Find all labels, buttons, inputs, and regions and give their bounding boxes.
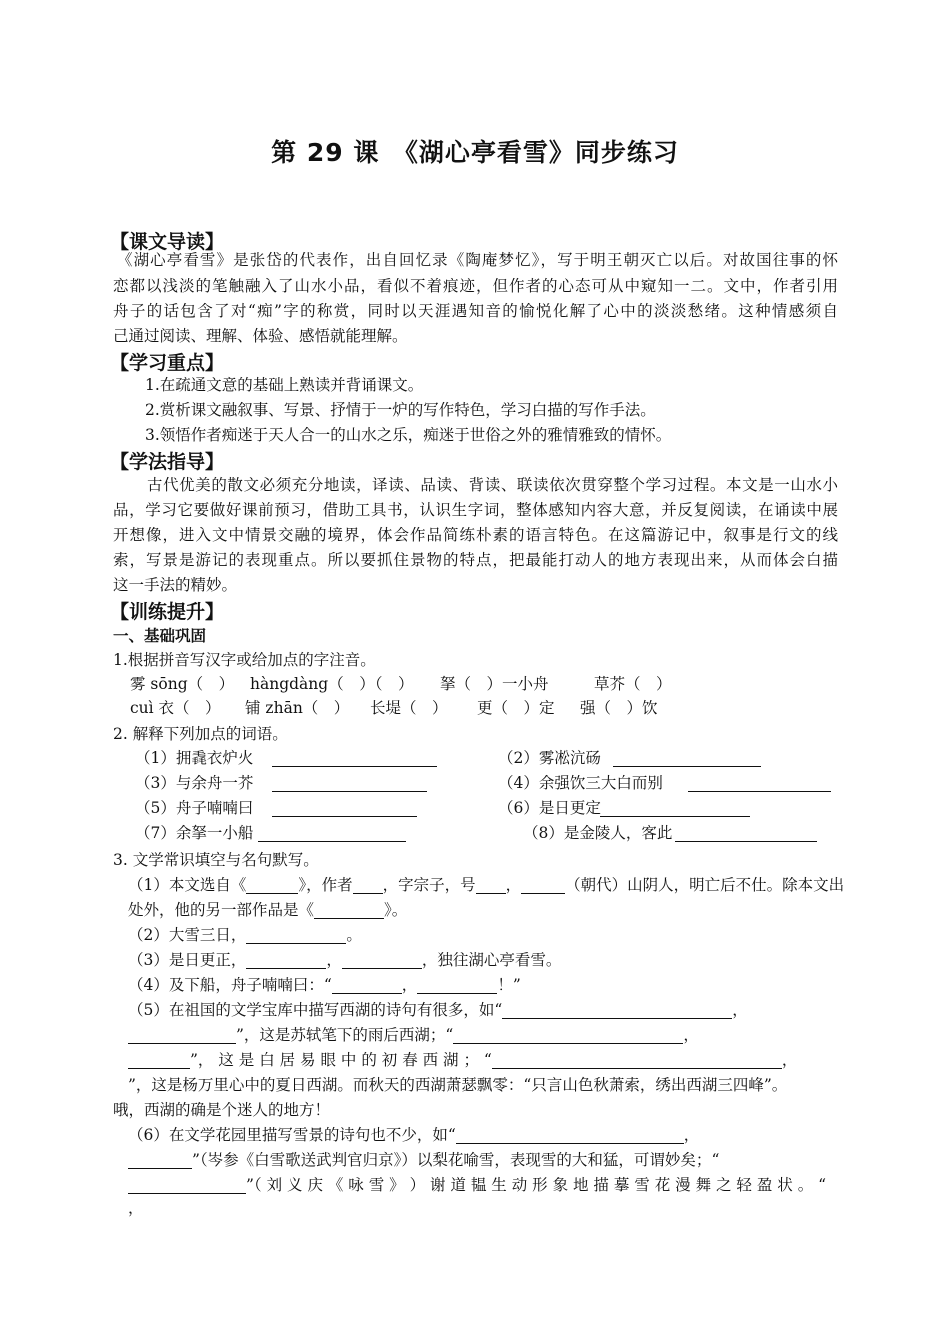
- answer-blank[interactable]: [128, 1176, 246, 1194]
- focus-item-1: 1.在疏通文意的基础上熟读并背诵课文。: [145, 376, 424, 394]
- q3-part-1-cont: 处外，他的另一部作品是《 》。: [128, 901, 408, 919]
- focus-item-3: 3.领悟作者痴迷于天人合一的山水之乐，痴迷于世俗之外的雅情雅致的情怀。: [145, 426, 672, 444]
- answer-blank[interactable]: [332, 976, 402, 994]
- q3-part-5: （5）在祖国的文学宝库中描写西湖的诗句有很多，如“ ，: [128, 1001, 748, 1019]
- section-heading-focus: 【学习重点】: [110, 352, 225, 374]
- q2-item: （4）余强饮三大白而别: [498, 774, 663, 792]
- method-line-3: 开想像，进入文中情景交融的境界，体会作品简练朴素的语言特色。在这篇游记中，叙事是行文的线: [113, 526, 838, 544]
- q3-part-6-line3: ”（ 刘 义 庆 《 咏 雪 》 ） 谢 道 韫 生 动 形 象 地 描 摹 雪 花 漫 舞 之 轻 盈 状 。 “: [128, 1173, 826, 1197]
- answer-blank[interactable]: [246, 926, 346, 944]
- answer-blank[interactable]: [492, 1051, 782, 1069]
- guide-line-2: 恋都以浅淡的笔触融入了山水小品，看似不着痕迹，但作者的心态可从中窥知一二。文中，作者引用: [113, 277, 838, 295]
- q2-item: （3）与余舟一芥: [135, 774, 254, 792]
- q2-prompt: 2. 解释下列加点的词语。: [113, 725, 288, 743]
- q2-item: （6）是日更定: [498, 799, 601, 817]
- q2-item: （8）是金陵人，客此: [523, 824, 673, 842]
- q3-part-5-line4: ”，这是杨万里心中的夏日西湖。而秋天的西湖萧瑟飘零：“只言山色秋萧索，绣出西湖三四峰”。: [128, 1076, 788, 1094]
- method-line-5: 这一手法的精妙。: [113, 576, 238, 594]
- answer-blank[interactable]: [353, 876, 383, 894]
- q2-item: （7）余拏一小船: [135, 824, 254, 842]
- q2-item: （2）雾凇沆砀: [498, 749, 601, 767]
- q3-part-5-line2: ”，这是苏轼笔下的雨后西湖；“ ，: [128, 1023, 699, 1047]
- answer-blank[interactable]: [453, 1026, 683, 1044]
- guide-line-3: 舟子的话包含了对“痴”字的称赏，同时以天涯遇知音的愉悦化解了心中的淡淡愁绪。这种情感须自: [113, 302, 838, 320]
- q3-part-6-line4: ，: [128, 1199, 144, 1217]
- q3-part-6: （6）在文学花园里描写雪景的诗句也不少，如“ ，: [128, 1126, 700, 1144]
- answer-blank[interactable]: [128, 1151, 192, 1169]
- q1-item: 草芥（ ）: [594, 675, 672, 693]
- q3-part-4: （4）及下船，舟子喃喃曰：“ ， ！”: [128, 976, 521, 994]
- section-heading-method: 【学法指导】: [110, 451, 225, 473]
- section-heading-training: 【训练提升】: [110, 601, 225, 623]
- answer-blank[interactable]: [476, 876, 506, 894]
- answer-blank[interactable]: [128, 1026, 236, 1044]
- q3-part-5-line3: ”， 这 是 白 居 易 眼 中 的 初 春 西 湖 ； “ ，: [128, 1048, 797, 1072]
- answer-blank[interactable]: [128, 1051, 190, 1069]
- q1-item: 拏（ ）一小舟: [440, 675, 549, 693]
- method-line-2: 品，学习它要做好课前预习，借助工具书，认识生字词，整体感知内容大意，并反复阅读，在诵读中展: [113, 501, 838, 519]
- q1-item: cuì 衣（ ）: [130, 699, 221, 717]
- q3-part-1: （1）本文选自《 》，作者 ，字宗子，号 ， （朝代）山阴人，明亡后不仕。除本文出: [128, 876, 845, 894]
- q3-part-3: （3）是日更正， ， ，独往湖心亭看雪。: [128, 951, 562, 969]
- answer-blank[interactable]: [272, 774, 427, 792]
- subsection-basic: 一、基础巩固: [113, 627, 207, 645]
- q3-part-6-line2: ”（岑参《白雪歌送武判官归京》）以梨花喻雪，表现雪的大和猛，可谓妙矣；“: [128, 1148, 719, 1172]
- q3-part-2: （2）大雪三日， 。: [128, 926, 362, 944]
- answer-blank[interactable]: [521, 876, 565, 894]
- answer-blank[interactable]: [456, 1126, 684, 1144]
- q1-item: 铺 zhān（ ）: [245, 699, 350, 717]
- answer-blank[interactable]: [258, 824, 406, 842]
- q1-prompt: 1.根据拼音写汉字或给加点的字注音。: [113, 651, 376, 669]
- guide-line-4: 己通过阅读、理解、体验、感悟就能理解。: [113, 327, 408, 345]
- answer-blank[interactable]: [613, 749, 761, 767]
- q1-item: 强（ ）饮: [580, 699, 658, 717]
- focus-item-2: 2.赏析课文融叙事、写景、抒情于一炉的写作特色，学习白描的写作手法。: [145, 401, 656, 419]
- answer-blank[interactable]: [314, 901, 384, 919]
- guide-line-1: 《湖心亭看雪》是张岱的代表作，出自回忆录《陶庵梦忆》，写于明王朝灭亡以后。对故国往事的怀: [117, 251, 838, 269]
- section-heading-guide: 【课文导读】: [110, 231, 225, 253]
- q1-item: 更（ ）定: [477, 699, 555, 717]
- method-line-1: 古代优美的散文必须充分地读，译读、品读、背读、联读依次贯穿整个学习过程。本文是一山水小: [147, 476, 838, 494]
- method-line-4: 索，写景是游记的表现重点。所以要抓住景物的特点，把最能打动人的地方表现出来，从而体会白描: [113, 551, 838, 569]
- q1-item: 长堤（ ）: [370, 699, 448, 717]
- answer-blank[interactable]: [688, 774, 831, 792]
- q1-item: hàngdàng（ ）（ ）: [250, 675, 414, 693]
- q2-item: （5）舟子喃喃曰: [135, 799, 254, 817]
- q2-item: （1）拥毳衣炉火: [135, 749, 254, 767]
- q1-item: 雾 sōng（ ）: [130, 675, 235, 693]
- page-title: 第 29 课 《湖心亭看雪》同步练习: [271, 138, 679, 167]
- q3-prompt: 3. 文学常识填空与名句默写。: [113, 851, 319, 869]
- answer-blank[interactable]: [272, 799, 417, 817]
- answer-blank[interactable]: [417, 976, 497, 994]
- answer-blank[interactable]: [272, 749, 437, 767]
- answer-blank[interactable]: [342, 951, 422, 969]
- answer-blank[interactable]: [675, 824, 817, 842]
- answer-blank[interactable]: [246, 876, 298, 894]
- answer-blank[interactable]: [502, 1001, 732, 1019]
- q3-part-5-line5: 哦，西湖的确是个迷人的地方！: [113, 1101, 331, 1119]
- answer-blank[interactable]: [600, 799, 750, 817]
- answer-blank[interactable]: [246, 951, 326, 969]
